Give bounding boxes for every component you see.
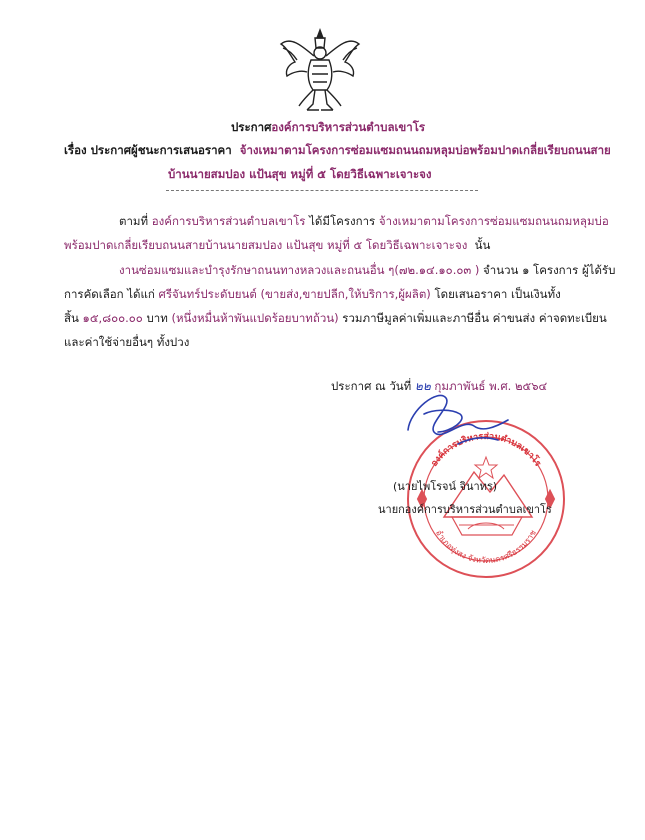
body-line-1: [119, 214, 609, 228]
p3-amount-label: เป็นเงินทั้ง: [511, 287, 561, 301]
body-line-5: [64, 311, 607, 325]
divider: [166, 190, 478, 191]
body-line-2: [64, 238, 490, 252]
p3-vendor: ศรีจันทร์ประดับยนต์ (ขายส่ง,ขายปลีก,ให้บริการ,ผู้ผลิต): [158, 287, 431, 301]
title-org: องค์การบริหารส่วนตำบลเขาโร: [271, 120, 426, 134]
p1-end: นั้น: [474, 238, 491, 252]
p1-mid: ได้มีโครงการ: [309, 214, 376, 228]
p3-prefix: การคัดเลือก ได้แก่: [64, 287, 155, 301]
date-day: ๒๒: [414, 379, 431, 393]
subject-line-1: [64, 143, 611, 157]
notice-title: [231, 120, 425, 134]
p2-selected: ผู้ได้รับ: [581, 263, 616, 277]
body-line-3: [119, 263, 615, 277]
garuda-emblem-icon: [277, 26, 363, 114]
p2-count: จำนวน ๑ โครงการ: [483, 263, 579, 277]
signatory-position: นายกองค์การบริหารส่วนตำบลเขาโร: [378, 503, 552, 516]
p4-prefix: สิ้น: [64, 311, 79, 325]
signature-icon: [398, 380, 518, 460]
subject-label: เรื่อง ประกาศผู้ชนะการเสนอราคา: [64, 143, 232, 157]
p2-work: งานซ่อมแซมและบำรุงรักษาถนนทางหลวงและถนนอื่น ๆ(๗๒.๑๔.๑๐.๐๓ ): [119, 263, 480, 277]
subject-text-1: จ้างเหมาตามโครงการซ่อมแซมถนนถมหลุมบ่อพร้อมปาดเกลี่ยเรียบถนนสาย: [239, 143, 611, 157]
p4-amount: ๑๕,๘๐๐.๐๐: [82, 311, 143, 325]
subject-line-2: บ้านนายสมปอง แป้นสุข หมู่ที่ ๕ โดยวิธีเฉพาะเจาะจง: [168, 167, 432, 181]
p1-project-2: พร้อมปาดเกลี่ยเรียบถนนสายบ้านนายสมปอง แป้นสุข หมู่ที่ ๕ โดยวิธีเฉพาะเจาะจง: [64, 238, 468, 252]
p1-prefix: ตามที่: [119, 214, 149, 228]
p4-tax: รวมภาษีมูลค่าเพิ่มและภาษีอื่น ค่าขนส่ง ค่าจดทะเบียน: [342, 311, 607, 325]
p4-words: (หนึ่งหมื่นห้าพันแปดร้อยบาทถ้วน): [171, 311, 339, 325]
p3-offer: โดยเสนอราคา: [434, 287, 508, 301]
title-prefix: ประกาศ: [231, 120, 272, 134]
p1-project-1: จ้างเหมาตามโครงการซ่อมแซมถนนถมหลุมบ่อ: [378, 214, 609, 228]
body-line-6: และค่าใช้จ่ายอื่นๆ ทั้งปวง: [64, 335, 190, 349]
svg-text:อำเภอทุ่งสง จังหวัดนครศรีธรรมร: [434, 528, 538, 565]
p4-unit: บาท: [146, 311, 168, 325]
p1-org: องค์การบริหารส่วนตำบลเขาโร: [151, 214, 306, 228]
date-month-year: กุมภาพันธ์ พ.ศ. ๒๕๖๔: [434, 379, 548, 393]
seal-top-text: องค์การบริหารส่วนตำบลเขาโร: [429, 431, 543, 469]
seal-bottom-text: อำเภอทุ่งสง จังหวัดนครศรีธรรมราช: [434, 528, 538, 566]
signatory-name: (นายไพโรจน์ จินาทร): [393, 480, 498, 493]
date-prefix: ประกาศ ณ วันที่: [331, 379, 412, 393]
body-line-4: [64, 287, 561, 301]
